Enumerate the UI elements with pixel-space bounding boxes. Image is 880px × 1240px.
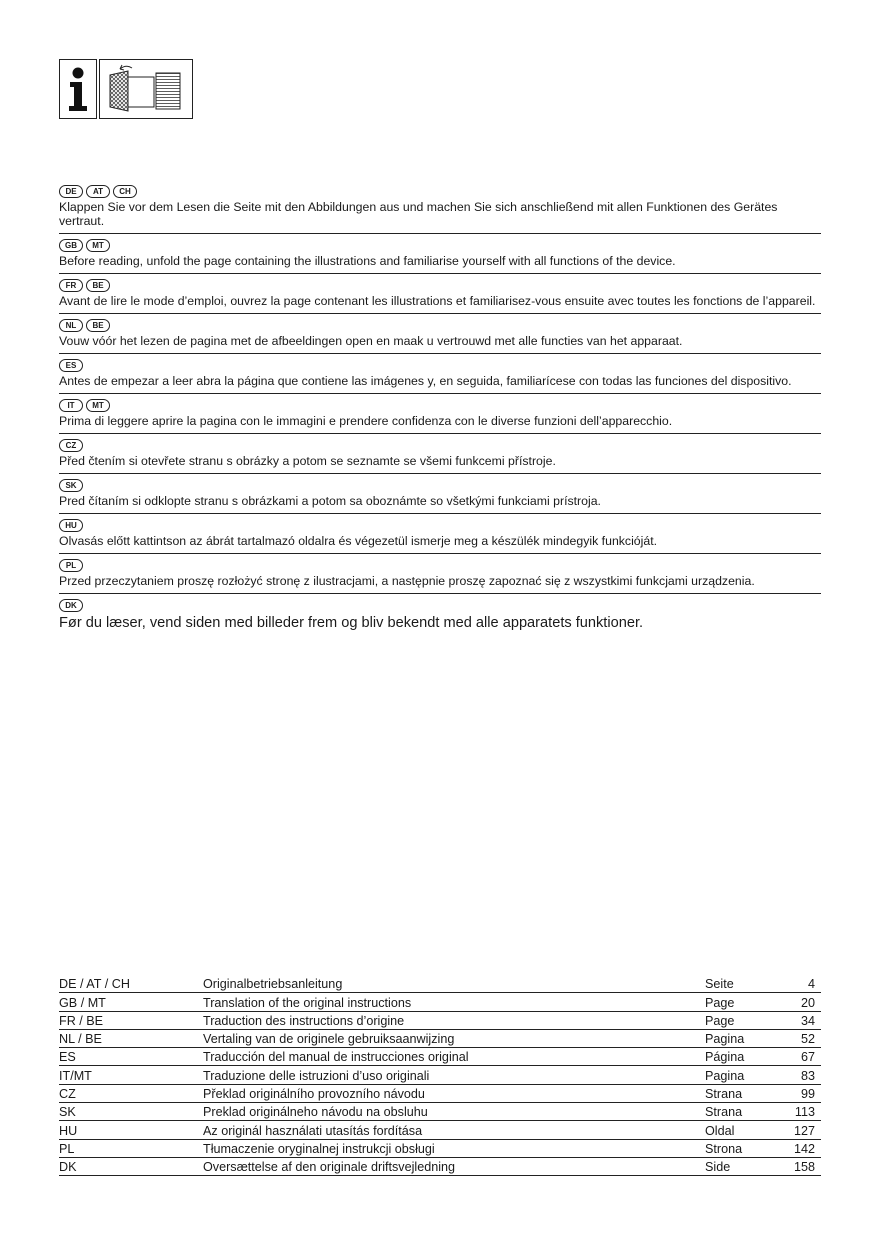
country-badge: HU	[59, 519, 83, 532]
toc-page-number: 142	[775, 1139, 821, 1157]
toc-row	[59, 975, 821, 993]
country-badges	[59, 399, 821, 413]
toc-title: Oversættelse af den originale driftsvejledning	[203, 1157, 705, 1175]
info-icon	[59, 59, 97, 119]
toc-page-number: 83	[775, 1066, 821, 1084]
toc-title: Originalbetriebsanleitung	[203, 975, 705, 993]
toc-row	[59, 1048, 821, 1066]
toc-page-word: Side	[705, 1157, 775, 1175]
toc-language: GB / MT	[59, 993, 203, 1011]
note-text: Avant de lire le mode d’emploi, ouvrez la page contenant les illustrations et familiarisez-vous ensuite avec toutes les fonctions de l’appareil.	[59, 294, 816, 308]
toc-title: Traducción del manual de instrucciones original	[203, 1048, 705, 1066]
toc-page-number: 158	[775, 1157, 821, 1175]
toc-page-number: 4	[775, 975, 821, 993]
country-badge: PL	[59, 559, 83, 572]
toc-page-number: 113	[775, 1103, 821, 1121]
language-note	[59, 236, 821, 274]
toc-language: PL	[59, 1139, 203, 1157]
toc-language: ES	[59, 1048, 203, 1066]
unfold-page-icon	[99, 59, 193, 119]
toc-title: Translation of the original instructions	[203, 993, 705, 1011]
language-note	[59, 556, 821, 594]
toc-title: Az originál használati utasítás fordítása	[203, 1121, 705, 1139]
country-badges	[59, 279, 821, 293]
toc-row	[59, 1084, 821, 1102]
country-badge: NL	[59, 319, 83, 332]
language-note	[59, 396, 821, 434]
note-text: Prima di leggere aprire la pagina con le immagini e prendere confidenza con le diverse funzioni dell’apparecchio.	[59, 414, 673, 428]
country-badges	[59, 359, 821, 373]
toc-page-word: Page	[705, 993, 775, 1011]
toc-page-word: Strana	[705, 1103, 775, 1121]
language-notes	[59, 182, 821, 639]
country-badges	[59, 439, 821, 453]
toc-title: Traduzione delle istruzioni d’uso originali	[203, 1066, 705, 1084]
language-note	[59, 276, 821, 314]
toc-language: DK	[59, 1157, 203, 1175]
country-badge: DK	[59, 599, 83, 612]
language-note	[59, 182, 821, 234]
note-text: Before reading, unfold the page containing the illustrations and familiarise yourself with all functions of the device.	[59, 254, 676, 268]
toc-row	[59, 993, 821, 1011]
country-badges	[59, 519, 821, 533]
country-badge: FR	[59, 279, 83, 292]
toc-language: FR / BE	[59, 1011, 203, 1029]
toc-page-word: Page	[705, 1011, 775, 1029]
toc-title: Traduction des instructions d’origine	[203, 1011, 705, 1029]
country-badge: AT	[86, 185, 110, 198]
country-badges	[59, 185, 821, 199]
language-note	[59, 516, 821, 554]
toc-language: DE / AT / CH	[59, 975, 203, 993]
country-badge: SK	[59, 479, 83, 492]
toc-row	[59, 1029, 821, 1047]
language-note	[59, 436, 821, 474]
toc-title: Vertaling van de originele gebruiksaanwijzing	[203, 1029, 705, 1047]
toc-page-number: 67	[775, 1048, 821, 1066]
country-badge: CZ	[59, 439, 83, 452]
header-icons	[59, 59, 193, 119]
toc-page-word: Pagina	[705, 1066, 775, 1084]
note-text: Przed przeczytaniem proszę rozłożyć stronę z ilustracjami, a następnie proszę zapoznać się z wszystkimi funkcjami urządzenia.	[59, 574, 755, 588]
country-badge: IT	[59, 399, 83, 412]
toc-language: NL / BE	[59, 1029, 203, 1047]
note-text: Antes de empezar a leer abra la página que contiene las imágenes y, en seguida, familiarícese con todas las funciones del dispositivo.	[59, 374, 792, 388]
language-note	[59, 356, 821, 394]
country-badge: BE	[86, 279, 110, 292]
toc-page-number: 20	[775, 993, 821, 1011]
toc-row	[59, 1066, 821, 1084]
toc-page-number: 127	[775, 1121, 821, 1139]
toc-page-word: Seite	[705, 975, 775, 993]
toc-page-number: 34	[775, 1011, 821, 1029]
toc-language: IT/MT	[59, 1066, 203, 1084]
toc-page-word: Strana	[705, 1084, 775, 1102]
toc-row	[59, 1121, 821, 1139]
toc-page-number: 52	[775, 1029, 821, 1047]
note-text: Vouw vóór het lezen de pagina met de afbeeldingen open en maak u vertrouwd met alle functies van het apparaat.	[59, 334, 683, 348]
country-badge: MT	[86, 239, 110, 252]
toc-language: CZ	[59, 1084, 203, 1102]
toc-page-word: Strona	[705, 1139, 775, 1157]
country-badges	[59, 239, 821, 253]
toc-title: Tłumaczenie oryginalnej instrukcji obsługi	[203, 1139, 705, 1157]
country-badges	[59, 599, 821, 613]
note-text: Olvasás előtt kattintson az ábrát tartalmazó oldalra és végezetül ismerje meg a készülék mindegyik funkcióját.	[59, 534, 658, 548]
toc-row	[59, 1011, 821, 1029]
note-text: Před čtením si otevřete stranu s obrázky a potom se seznamte se všemi funkcemi přístroje.	[59, 454, 556, 468]
toc-row	[59, 1103, 821, 1121]
country-badge: BE	[86, 319, 110, 332]
toc-page-word: Pagina	[705, 1029, 775, 1047]
language-note	[59, 596, 821, 637]
toc-row	[59, 1139, 821, 1157]
toc-language: HU	[59, 1121, 203, 1139]
note-text: Pred čítaním si odklopte stranu s obrázkami a potom sa oboznámte so všetkými funkciami prístroja.	[59, 494, 601, 508]
toc-language: SK	[59, 1103, 203, 1121]
country-badges	[59, 319, 821, 333]
language-note	[59, 476, 821, 514]
toc-title: Překlad originálního provozního návodu	[203, 1084, 705, 1102]
note-text: Klappen Sie vor dem Lesen die Seite mit den Abbildungen aus und machen Sie sich anschließend mit allen Funktionen des Gerätes vertraut.	[59, 200, 778, 228]
country-badge: ES	[59, 359, 83, 372]
toc-title: Preklad originálneho návodu na obsluhu	[203, 1103, 705, 1121]
country-badges	[59, 479, 821, 493]
country-badge: MT	[86, 399, 110, 412]
language-note	[59, 316, 821, 354]
table-of-contents	[59, 975, 821, 1176]
country-badge: CH	[113, 185, 137, 198]
toc-page-word: Página	[705, 1048, 775, 1066]
country-badges	[59, 559, 821, 573]
toc-page-number: 99	[775, 1084, 821, 1102]
note-text: Før du læser, vend siden med billeder frem og bliv bekendt med alle apparatets funktioner.	[59, 615, 644, 631]
country-badge: GB	[59, 239, 83, 252]
toc-row	[59, 1157, 821, 1175]
toc-page-word: Oldal	[705, 1121, 775, 1139]
country-badge: DE	[59, 185, 83, 198]
